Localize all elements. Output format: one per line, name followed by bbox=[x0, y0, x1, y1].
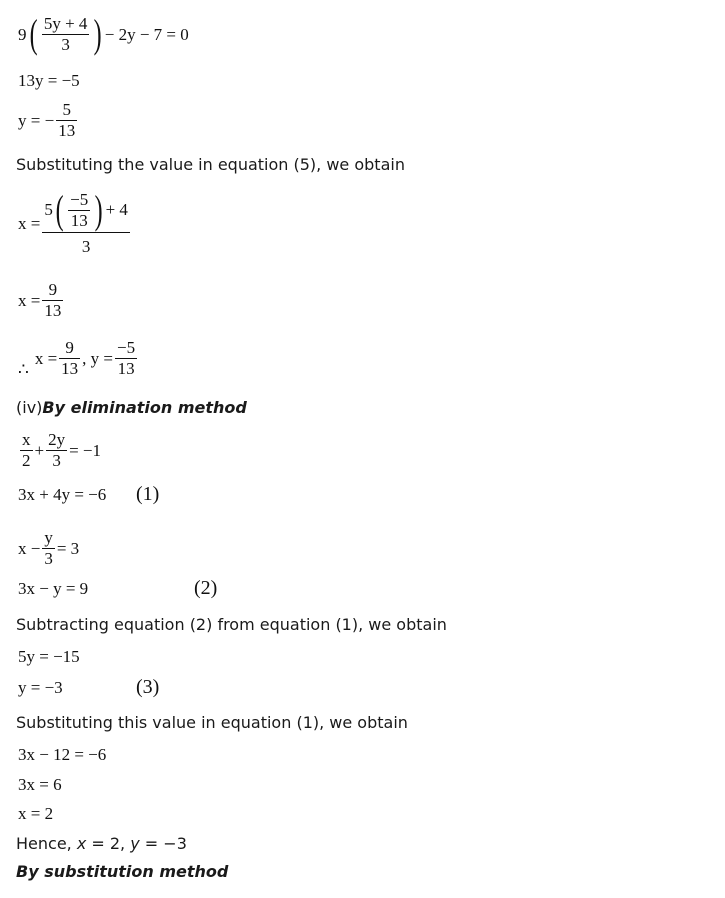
plus-sign: + bbox=[34, 440, 45, 460]
numerator: x bbox=[22, 430, 31, 449]
numerator: 9 bbox=[59, 338, 80, 359]
denominator: 13 bbox=[61, 358, 79, 378]
denominator: 3 bbox=[44, 548, 53, 568]
outer-numerator bbox=[42, 187, 130, 233]
right-paren: ) bbox=[94, 11, 103, 57]
right-paren: ) bbox=[94, 187, 103, 233]
coefficient: 9 bbox=[18, 24, 27, 44]
equation-solution-summary bbox=[18, 338, 139, 378]
fraction bbox=[42, 14, 90, 54]
numerator: 5 bbox=[56, 100, 77, 121]
rhs: = 3 bbox=[56, 538, 80, 558]
equation-3 bbox=[18, 676, 160, 698]
paragraph-substitute-eq5: Substituting the value in equation (5), we obtain bbox=[16, 155, 405, 174]
paragraph-subtract-equations: Subtracting equation (2) from equation (1), we obtain bbox=[16, 615, 447, 634]
therefore-symbol: ∴ bbox=[18, 360, 29, 380]
equation-text: 3x − y = 9 bbox=[18, 579, 89, 598]
fraction bbox=[42, 528, 55, 568]
equation-tag: (3) bbox=[136, 676, 160, 698]
rhs: = −1 bbox=[69, 440, 102, 460]
inner-fraction bbox=[68, 190, 90, 230]
conclusion-line bbox=[16, 836, 187, 852]
denominator: 13 bbox=[44, 300, 62, 320]
x-lhs: x = bbox=[34, 348, 58, 368]
conclusion-prefix: Hence, bbox=[16, 834, 77, 853]
paragraph-substitute-eq1: Substituting this value in equation (1), we obtain bbox=[16, 713, 408, 732]
equation-original-1 bbox=[18, 430, 101, 470]
equation-1 bbox=[18, 483, 160, 505]
equation-tag: (2) bbox=[194, 577, 218, 599]
lhs: x = bbox=[18, 213, 41, 233]
lhs: x = bbox=[18, 290, 41, 310]
inner-numerator: −5 bbox=[70, 190, 89, 209]
equation-text: y = −3 bbox=[18, 678, 63, 697]
equation-tag: (1) bbox=[136, 483, 160, 505]
section-title: By elimination method bbox=[42, 398, 247, 417]
separator: , y = bbox=[82, 348, 114, 368]
coefficient: 5 bbox=[44, 200, 53, 220]
equation-text: 3x + 4y = −6 bbox=[18, 485, 107, 504]
equation-x-value bbox=[18, 280, 65, 320]
section-heading-substitution: By substitution method bbox=[16, 862, 229, 881]
conclusion-mid: = 2, bbox=[86, 834, 131, 853]
section-number: (iv) bbox=[16, 398, 43, 417]
equation-5y: 5y = −15 bbox=[18, 647, 80, 666]
plus-term: + 4 bbox=[105, 200, 128, 220]
section-heading-elimination bbox=[16, 400, 247, 416]
denominator: 3 bbox=[61, 34, 70, 54]
denominator: 13 bbox=[117, 358, 135, 378]
lhs: x − bbox=[18, 538, 41, 558]
fraction bbox=[42, 280, 63, 320]
fraction bbox=[56, 100, 77, 140]
denominator: 13 bbox=[58, 120, 76, 140]
lhs: y = − bbox=[18, 110, 55, 130]
equation-2 bbox=[18, 577, 218, 599]
x-fraction bbox=[59, 338, 80, 378]
numerator: 2y bbox=[48, 430, 66, 449]
equation-3x-minus-12: 3x − 12 = −6 bbox=[18, 745, 107, 764]
numerator: 5y + 4 bbox=[43, 14, 88, 33]
equation-rest: − 2y − 7 = 0 bbox=[104, 24, 189, 44]
left-paren: ( bbox=[29, 11, 38, 57]
numerator: 9 bbox=[42, 280, 63, 301]
outer-denominator: 3 bbox=[81, 237, 91, 257]
equation-x-equals-2: x = 2 bbox=[18, 804, 54, 823]
fraction-2y-over-3 bbox=[46, 430, 67, 470]
denominator: 2 bbox=[22, 450, 31, 470]
equation-13y: 13y = −5 bbox=[18, 71, 80, 90]
left-paren: ( bbox=[55, 187, 64, 233]
fraction-x-over-2 bbox=[20, 430, 33, 470]
equation-original-2 bbox=[18, 528, 79, 568]
inner-denominator: 13 bbox=[70, 210, 88, 230]
numerator: y bbox=[44, 528, 53, 547]
equation-y-value bbox=[18, 100, 79, 140]
equation-x-complex bbox=[18, 187, 132, 257]
denominator: 3 bbox=[52, 450, 61, 470]
numerator: −5 bbox=[117, 338, 136, 357]
equation-expand-substitution bbox=[18, 11, 189, 57]
var-y: y bbox=[130, 834, 140, 853]
y-fraction bbox=[115, 338, 137, 378]
equation-3x: 3x = 6 bbox=[18, 775, 62, 794]
conclusion-end: = −3 bbox=[139, 834, 187, 853]
outer-fraction bbox=[42, 187, 130, 257]
var-x: x bbox=[76, 834, 87, 853]
